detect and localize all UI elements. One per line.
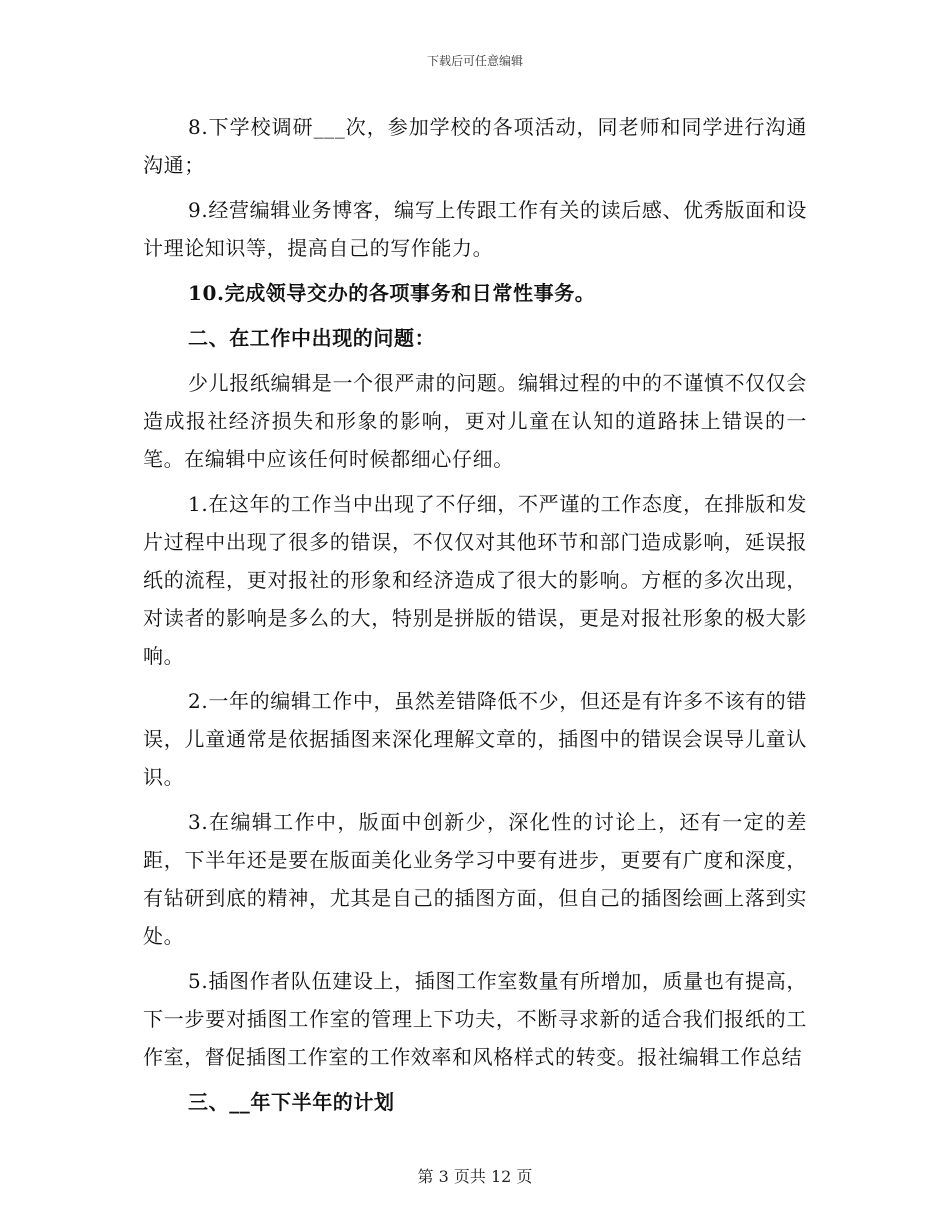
section-heading-problems: 二、在工作中出现的问题： [188,326,436,350]
page-header: 下载后可任意编辑 [426,54,523,68]
paragraph-item-8: 8.下学校调研___次，参加学校的各项活动，同老师和同学进行沟通沟通； [143,115,807,177]
paragraph-intro: 少儿报纸编辑是一个很严肃的问题。编辑过程的中的不谨慎不仅仅会造成报社经济损失和形象的影响，更对儿童在认知的道路抹上错误的一笔。在编辑中应该任何时候都细心仔细。 [143,371,807,471]
paragraph-item-9: 9.经营编辑业务博客，编写上传跟工作有关的读后感、优秀版面和设计理论知识等，提高自己的写作能力。 [143,198,807,260]
document-body [143,108,807,1128]
paragraph-problem-2: 2.一年的编辑工作中，虽然差错降低不少，但还是有许多不该有的错误，儿童通常是依据插图来深化理解文章的，插图中的错误会误导儿童认识。 [143,689,807,789]
page-number: 第 3 页共 12 页 [417,1167,533,1186]
section-heading-plan: 三、__年下半年的计划 [188,1090,395,1114]
paragraph-problem-1: 1.在这年的工作当中出现了不仔细，不严谨的工作态度，在排版和发片过程中出现了很多的错误，不仅仅对其他环节和部门造成影响，延误报纸的流程，更对报社的形象和经济造成了很大的影响。方框的多次出现，对读者的影响是多么的大，特别是拼版的错误，更是对报社形象的极大影响。 [143,492,807,668]
paragraph-item-10: 10.完成领导交办的各项事务和日常性事务。 [188,281,596,305]
paragraph-problem-3: 3.在编辑工作中，版面中创新少，深化性的讨论上，还有一定的差距，下半年还是要在版面美化业务学习中要有进步，更要有广度和深度，有钻研到底的精神，尤其是自己的插图方面，但自己的插图绘画上落到实处。 [143,810,807,948]
paragraph-problem-5: 5.插图作者队伍建设上，插图工作室数量有所增加，质量也有提高，下一步要对插图工作室的管理上下功夫，不断寻求新的适合我们报纸的工作室，督促插图工作室的工作效率和风格样式的转变。报社编辑工作总结 [143,969,807,1069]
